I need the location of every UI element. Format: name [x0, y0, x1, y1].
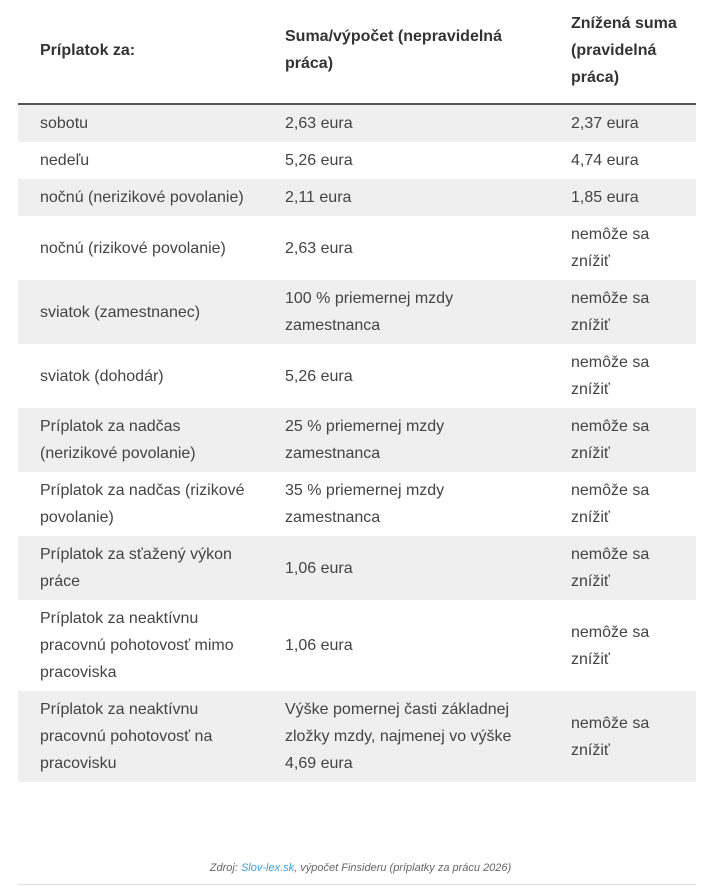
source-suffix: , výpočet Finsideru (príplatky za prácu 2026) — [294, 862, 512, 874]
row-reduced: nemôže sa znížiť — [549, 691, 696, 782]
row-label: Príplatok za nadčas (rizikové povolanie) — [18, 472, 263, 536]
row-amount: 35 % priemernej mzdy zamestnanca — [263, 472, 549, 536]
bottom-divider — [18, 884, 696, 885]
row-reduced: nemôže sa znížiť — [549, 536, 696, 600]
row-amount: 5,26 eura — [263, 142, 549, 179]
table-row — [18, 216, 696, 280]
row-amount: 2,11 eura — [263, 179, 549, 216]
row-amount: 25 % priemernej mzdy zamestnanca — [263, 408, 549, 472]
table-row — [18, 280, 696, 344]
row-amount: 2,63 eura — [263, 104, 549, 142]
row-label: sviatok (dohodár) — [18, 344, 263, 408]
row-reduced: 2,37 eura — [549, 104, 696, 142]
row-reduced: 4,74 eura — [549, 142, 696, 179]
row-amount: 5,26 eura — [263, 344, 549, 408]
header-allowance-for: Príplatok za: — [18, 0, 263, 104]
table-header-row — [18, 0, 696, 104]
row-reduced: nemôže sa znížiť — [549, 472, 696, 536]
table-row — [18, 472, 696, 536]
row-amount: 1,06 eura — [263, 600, 549, 691]
header-reduced-amount: Znížená suma (pravidelná práca) — [549, 0, 696, 104]
row-label: nočnú (rizikové povolanie) — [18, 216, 263, 280]
table-row — [18, 691, 696, 782]
table-row — [18, 344, 696, 408]
source-link[interactable]: Slov-lex.sk — [240, 862, 295, 874]
row-amount: Výške pomernej časti základnej zložky mzdy, najmenej vo výške 4,69 eura — [263, 691, 549, 782]
row-amount: 100 % priemernej mzdy zamestnanca — [263, 280, 549, 344]
row-label: Príplatok za neaktívnu pracovnú pohotovosť mimo pracoviska — [18, 600, 263, 691]
table-row — [18, 600, 696, 691]
row-amount: 2,63 eura — [263, 216, 549, 280]
table-row — [18, 536, 696, 600]
row-label: Príplatok za sťažený výkon práce — [18, 536, 263, 600]
row-reduced: nemôže sa znížiť — [549, 344, 696, 408]
table-row — [18, 104, 696, 142]
row-reduced: nemôže sa znížiť — [549, 408, 696, 472]
header-amount-irregular: Suma/výpočet (nepravidelná práca) — [263, 0, 549, 104]
row-reduced: nemôže sa znížiť — [549, 600, 696, 691]
source-caption — [0, 862, 721, 874]
row-reduced: 1,85 eura — [549, 179, 696, 216]
row-label: nočnú (nerizikové povolanie) — [18, 179, 263, 216]
row-label: nedeľu — [18, 142, 263, 179]
allowances-table — [18, 0, 696, 782]
table-row — [18, 179, 696, 216]
row-reduced: nemôže sa znížiť — [549, 216, 696, 280]
row-label: Príplatok za nadčas (nerizikové povolanie) — [18, 408, 263, 472]
table-row — [18, 142, 696, 179]
row-label: sobotu — [18, 104, 263, 142]
row-reduced: nemôže sa znížiť — [549, 280, 696, 344]
row-label: Príplatok za neaktívnu pracovnú pohotovosť na pracovisku — [18, 691, 263, 782]
row-label: sviatok (zamestnanec) — [18, 280, 263, 344]
table-row — [18, 408, 696, 472]
source-prefix: Zdroj: — [209, 862, 241, 874]
row-amount: 1,06 eura — [263, 536, 549, 600]
